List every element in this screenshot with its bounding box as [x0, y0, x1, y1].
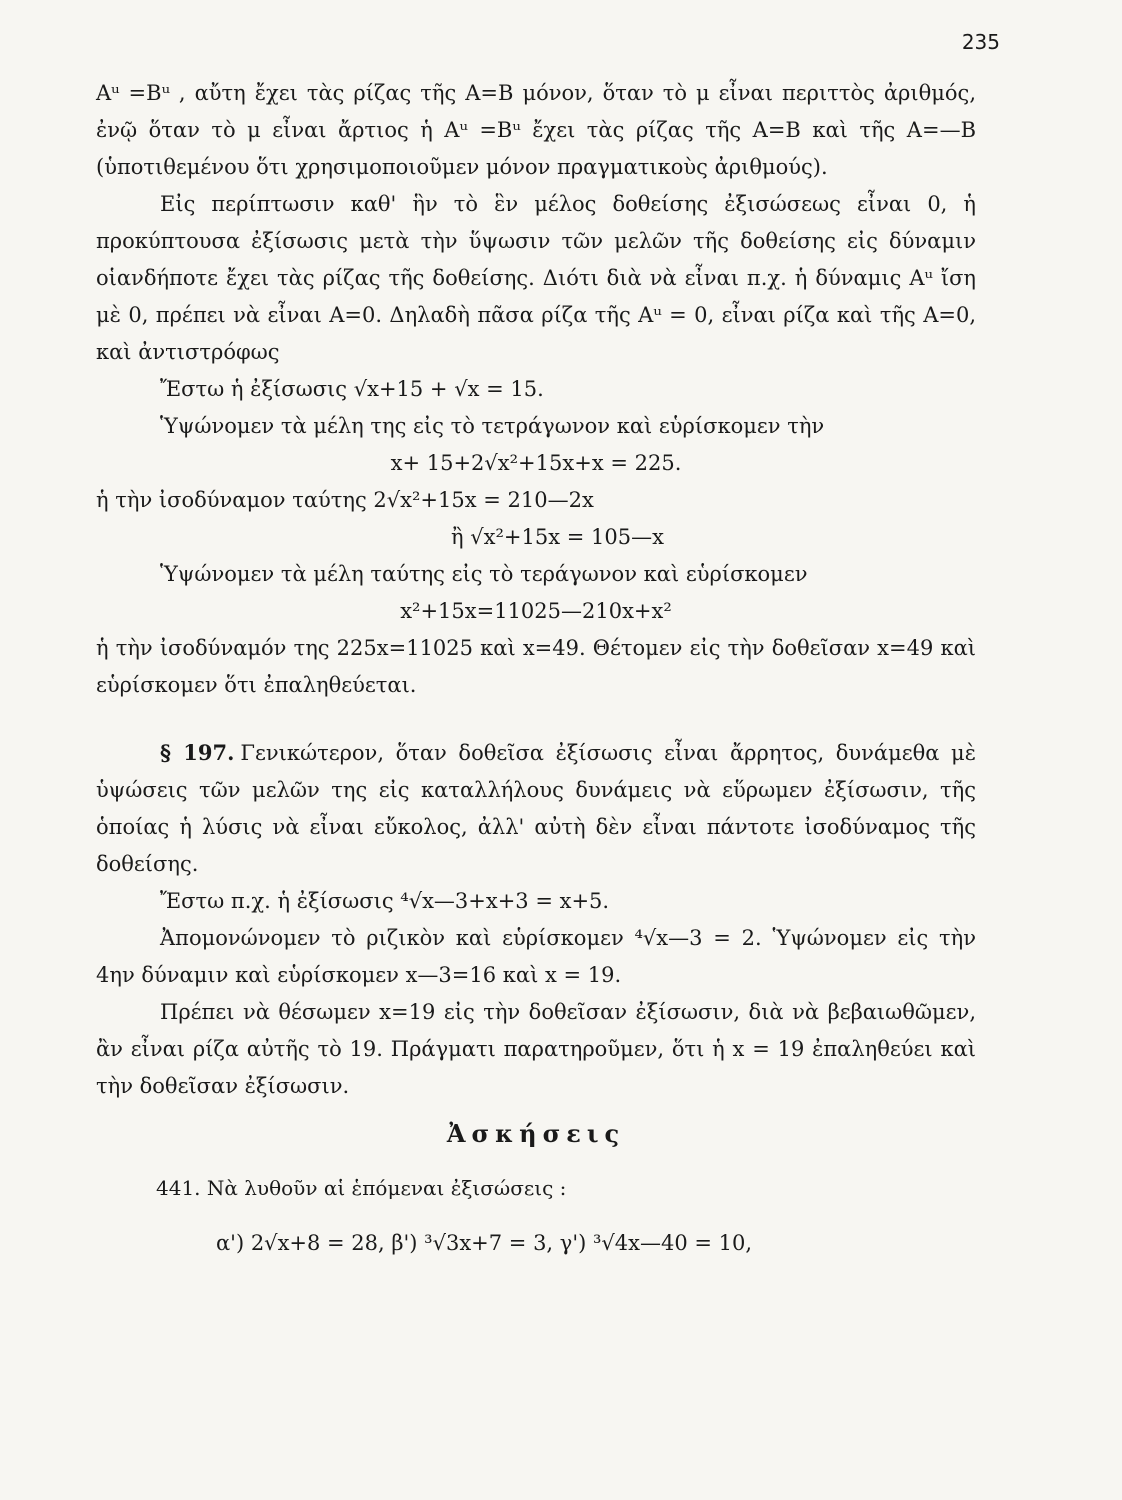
paragraph-6: ἡ τὴν ἰσοδύναμόν της 225x=11025 καὶ x=49. Θέτομεν εἰς τὴν δοθεῖσαν x=49 καὶ εὑρίσκομεν ὅτι ἐπαληθεύεται. [96, 636, 976, 697]
equation-4: x²+15x=11025—210x+x² [400, 599, 672, 623]
section-197 [96, 734, 976, 883]
page-number: 235 [961, 30, 1000, 54]
exercises-title: Ἀσκήσεις [446, 1119, 626, 1148]
equation-3: ἢ √x²+15x = 105—x [451, 525, 664, 549]
equation-1: x+ 15+2√x²+15x+x = 225. [390, 451, 682, 475]
paragraph-4: Ὑψώνομεν τὰ μέλη της εἰς τὸ τετράγωνον καὶ εὑρίσκομεν τὴν [160, 414, 825, 438]
exercise-441-items: α') 2√x+8 = 28, β') ³√3x+7 = 3, γ') ³√4x—40 = 10, [216, 1231, 753, 1255]
paragraph-1: Aᵘ =Bᵘ , αὔτη ἔχει τὰς ρίζας τῆς A=B μόνον, ὅταν τὸ μ εἶναι περιττὸς ἀριθμός, ἐνῷ ὅταν τὸ μ εἶναι ἄρτιος ἡ Aᵘ =Bᵘ ἔχει τὰς ρίζας τῆς A=B καὶ τῆς A=—B (ὑποτιθεμένου ὅτι χρησιμοποιοῦμεν μόνον πραγματικοὺς ἀριθμούς). [96, 81, 976, 179]
paragraph-2: Εἰς περίπτωσιν καθ' ἣν τὸ ἓν μέλος δοθείσης ἐξισώσεως εἶναι 0, ἡ προκύπτουσα ἐξίσωσις μετὰ τὴν ὕψωσιν τῶν μελῶν τῆς δοθείσης εἰς δύναμιν οἱανδήποτε ἔχει τὰς ρίζας τῆς δοθείσης. Διότι διὰ νὰ εἶναι π.χ. ἡ δύναμις Aᵘ ἴση μὲ 0, πρέπει νὰ εἶναι A=0. Δηλαδὴ πᾶσα ρίζα τῆς Aᵘ = 0, εἶναι ρίζα καὶ τῆς A=0, καὶ ἀντιστρόφως [96, 192, 976, 364]
paragraph-8: Ἔστω π.χ. ἡ ἐξίσωσις ⁴√x—3+x+3 = x+5. [160, 889, 610, 913]
page-body [96, 75, 976, 1262]
exercise-441-statement: 441. Νὰ λυθοῦν αἱ ἑπόμεναι ἐξισώσεις : [156, 1176, 567, 1200]
equation-2: ἡ τὴν ἰσοδύναμον ταύτης 2√x²+15x = 210—2x [96, 488, 594, 512]
paragraph-10: Πρέπει νὰ θέσωμεν x=19 εἰς τὴν δοθεῖσαν ἐξίσωσιν, διὰ νὰ βεβαιωθῶμεν, ἂν εἶναι ρίζα αὐτῆς τὸ 19. Πράγματι παρατηροῦμεν, ὅτι ἡ x = 19 ἐπαληθεύει καὶ τὴν δοθεῖσαν ἐξίσωσιν. [96, 1000, 976, 1098]
section-mark: § 197. [160, 740, 235, 765]
paragraph-5: Ὑψώνομεν τὰ μέλη ταύτης εἰς τὸ τεράγωνον καὶ εὑρίσκομεν [160, 562, 808, 586]
paragraph-7: Γενικώτερον, ὅταν δοθεῖσα ἐξίσωσις εἶναι ἄρρητος, δυνάμεθα μὲ ὑψώσεις τῶν μελῶν της εἰς καταλλήλους δυνάμεις νὰ εὕρωμεν ἐξίσωσιν, τῆς ὁποίας ἡ λύσις νὰ εἶναι εὔκολος, ἀλλ' αὐτὴ δὲν εἶναι πάντοτε ἰσοδύναμος τῆς δοθείσης. [96, 741, 976, 876]
paragraph-3: Ἔστω ἡ ἐξίσωσις √x+15 + √x = 15. [160, 377, 544, 401]
paragraph-9: Ἀπομονώνομεν τὸ ριζικὸν καὶ εὑρίσκομεν ⁴√x—3 = 2. Ὑψώνομεν εἰς τὴν 4ην δύναμιν καὶ εὑρίσκομεν x—3=16 καὶ x = 19. [96, 926, 976, 987]
